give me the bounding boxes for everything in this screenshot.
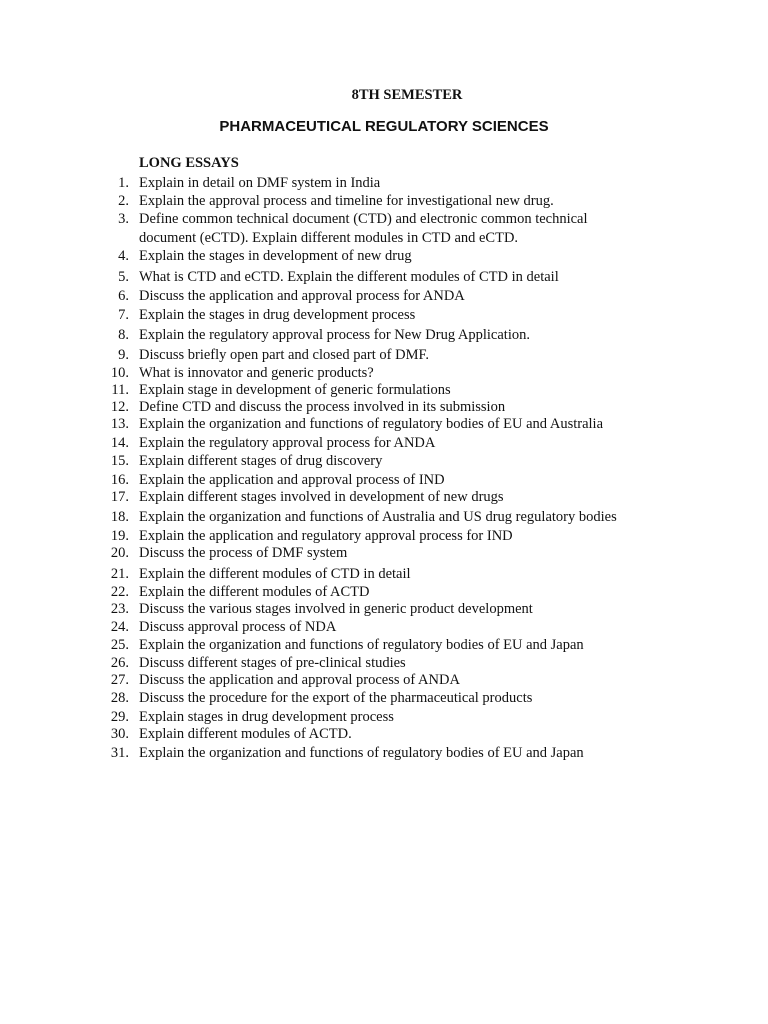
question-text: Explain the stages in development of new drug xyxy=(139,248,412,264)
question-text: Explain the approval process and timeline for investigational new drug. xyxy=(139,193,554,209)
question-text: Explain the organization and functions of Australia and US drug regulatory bodies xyxy=(139,509,617,525)
question-number: 29. xyxy=(110,709,129,725)
question-number: 12. xyxy=(110,399,129,415)
question-text: Explain the different modules of CTD in detail xyxy=(139,566,411,582)
question-text: Define CTD and discuss the process involved in its submission xyxy=(139,399,506,415)
question-text: Discuss the various stages involved in generic product development xyxy=(139,601,533,617)
question-text: What is innovator and generic products? xyxy=(139,365,374,381)
section-heading: LONG ESSAYS xyxy=(139,155,239,171)
question-number: 10. xyxy=(110,365,129,381)
question-text: Explain in detail on DMF system in India xyxy=(139,175,381,191)
question-text: Explain different stages involved in development of new drugs xyxy=(139,489,504,505)
question-number: 8. xyxy=(118,327,129,343)
question-number: 19. xyxy=(110,528,129,544)
question-number: 17. xyxy=(110,489,129,505)
question-text: Explain the regulatory approval process for ANDA xyxy=(139,435,436,451)
question-text: Explain the application and regulatory approval process for IND xyxy=(139,528,513,544)
question-text: Discuss the procedure for the export of the pharmaceutical products xyxy=(139,690,533,706)
question-text: Discuss the application and approval process of ANDA xyxy=(139,672,460,688)
question-number: 13. xyxy=(110,416,129,432)
question-number: 30. xyxy=(110,726,129,742)
question-text: Explain different stages of drug discovery xyxy=(139,453,383,469)
question-number: 3. xyxy=(118,211,129,227)
question-number: 22. xyxy=(110,584,129,600)
question-number: 24. xyxy=(110,619,129,635)
question-number: 26. xyxy=(110,655,129,671)
question-number: 27. xyxy=(110,672,129,688)
question-text: Explain stages in drug development process xyxy=(139,709,394,725)
question-number: 2. xyxy=(118,193,129,209)
question-text: Discuss briefly open part and closed part of DMF. xyxy=(139,347,429,363)
question-number: 31. xyxy=(110,745,129,761)
question-text: Explain different modules of ACTD. xyxy=(139,726,352,742)
question-number: 23. xyxy=(110,601,129,617)
question-number: 15. xyxy=(110,453,129,469)
question-text: Explain the organization and functions of regulatory bodies of EU and Japan xyxy=(139,745,584,761)
question-text: Explain the different modules of ACTD xyxy=(139,584,370,600)
question-number: 25. xyxy=(110,637,129,653)
semester-heading: 8TH SEMESTER xyxy=(351,87,463,103)
question-text: Define common technical document (CTD) and electronic common technical xyxy=(139,211,588,227)
question-number: 14. xyxy=(110,435,129,451)
question-text: Explain stage in development of generic formulations xyxy=(139,382,451,398)
question-number: 4. xyxy=(118,248,129,264)
question-text: Explain the regulatory approval process for New Drug Application. xyxy=(139,327,530,343)
question-number: 7. xyxy=(118,307,129,323)
question-text: document (eCTD). Explain different modules in CTD and eCTD. xyxy=(139,230,519,246)
question-number: 5. xyxy=(118,269,129,285)
question-text: Explain the organization and functions of regulatory bodies of EU and Australia xyxy=(139,416,604,432)
question-number: 11. xyxy=(111,382,129,398)
question-text: What is CTD and eCTD. Explain the different modules of CTD in detail xyxy=(139,269,559,285)
question-number: 9. xyxy=(118,347,129,363)
question-text: Discuss different stages of pre-clinical studies xyxy=(139,655,406,671)
question-number: 28. xyxy=(110,690,129,706)
question-number: 16. xyxy=(110,472,129,488)
question-number: 18. xyxy=(110,509,129,525)
question-number: 21. xyxy=(110,566,129,582)
question-number: 6. xyxy=(118,288,129,304)
question-text: Discuss the application and approval process for ANDA xyxy=(139,288,465,304)
course-title: PHARMACEUTICAL REGULATORY SCIENCES xyxy=(219,118,549,135)
question-text: Explain the stages in drug development process xyxy=(139,307,416,323)
question-text: Discuss the process of DMF system xyxy=(139,545,348,561)
question-text: Discuss approval process of NDA xyxy=(139,619,337,635)
question-number: 20. xyxy=(110,545,129,561)
question-number: 1. xyxy=(118,175,129,191)
question-text: Explain the organization and functions of regulatory bodies of EU and Japan xyxy=(139,637,584,653)
question-text: Explain the application and approval process of IND xyxy=(139,472,445,488)
